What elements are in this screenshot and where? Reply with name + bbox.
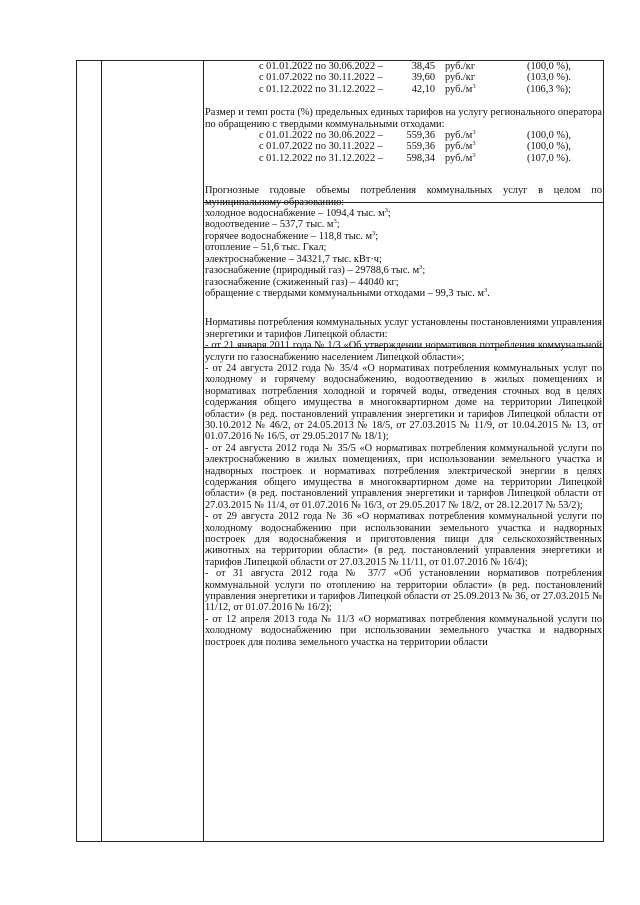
table-column-divider-1	[101, 61, 102, 841]
norms-heading: Нормативы потребления коммунальных услуг установлены постановлениями управления энергетики и тарифов Липецкой области:	[205, 317, 602, 340]
volume-line: обращение с твердыми коммунальными отходами – 99,3 тыс. $м^3$.	[205, 286, 490, 299]
norm-item: - от 24 августа 2012 года № 35/4 «О нормативах потребления коммунальных услуг по холодному и горячему водоснабжению, водоотведению в жилых помещениях и нормативах потребления холодной и горячей воды, отведения сточных вод в целях содержания общего имущества в многоквартирном доме на территории Липецкой области» (в ред. постановлений управления энергетики и тарифов Липецкой области от 30.10.2012 № 46/2, от 24.05.2013 № 18/5, от 27.03.2015 № 11/9, от 10.04.2015 № 13, от 01.07.2016 № 16/5, от 29.05.2017 № 18/1);	[205, 362, 602, 443]
norm-item: - от 24 августа 2012 года № 35/5 «О нормативах потребления коммунальной услуги по электроснабжению в жилых помещениях, при использовании земельного участка и надворных построек и нормативах потребления электрической энергии в целях содержания общего имущества в многоквартирном доме на территории Липецкой области» (в ред. постановлений управления энергетики и тарифов Липецкой области от 27.03.2015 № 11/4, от 01.07.2016 № 16/3, от 29.05.2017 № 18/2, от 28.12.2017 № 53/2);	[205, 442, 602, 511]
norm-item: - от 29 августа 2012 года № 36 «О нормативах потребления коммунальной услуги по холодному водоснабжению при использовании земельного участка и надворных построек для водоснабжения и приготовления пищи для сельскохозяйственных животных на территории области» (в ред. постановлений управления энергетики и тарифов Липецкой области от 27.03.2015 № 11/11, от 01.07.2016 № 16/4);	[205, 511, 602, 568]
volume-line: газоснабжение (природный газ) – 29788,6 тыс. $м^3$;	[205, 264, 426, 277]
table-border-right	[603, 61, 604, 841]
document-table	[76, 60, 604, 842]
volume-line: электроснабжение – 34321,7 тыс. кВт·ч;	[205, 253, 382, 265]
rate-row: с 01.01.2022 по 30.06.2022 – 38,45 руб./кг (100,0 %),	[259, 61, 571, 72]
volume-line: газоснабжение (сжиженный газ) – 44040 кг;	[205, 276, 399, 288]
norm-item: - от 31 августа 2012 года № 37/7 «Об установлении нормативов потребления коммунальной услуги по отоплению на территории области» (в ред. постановлений управления энергетики и тарифов Липецкой области от 25.09.2013 № 36, от 27.03.2015 № 11/12, от 01.07.2016 № 16/2);	[205, 568, 602, 614]
content-cell	[205, 61, 602, 648]
volume-line: холодное водоснабжение – 1094,4 тыс. $м^3$;	[205, 207, 391, 220]
volume-line: отопление – 51,6 тыс. Гкал;	[205, 242, 327, 254]
rates-block-b	[205, 130, 602, 164]
table-border-left	[76, 61, 77, 841]
regop-heading: Размер и темп роста (%) предельных единых тарифов на услугу регионального оператора по обращению с твердыми коммунальными отходами:	[205, 107, 602, 130]
rates-block-a	[205, 61, 602, 95]
rate-row: с 01.07.2022 по 30.11.2022 – 39,60 руб./кг (103,0 %).	[259, 72, 571, 84]
rate-row: с 01.12.2022 по 31.12.2022 – 598,34 $руб./м^3$ (107,0 %).	[259, 151, 571, 164]
norms-section	[205, 317, 602, 648]
rate-row: с 01.12.2022 по 31.12.2022 – 42,10 $руб./м^3$ (106,3 %);	[259, 82, 571, 95]
volumes-heading: Прогнозные годовые объемы потребления коммунальных услуг в целом по муниципальному образованию:	[205, 185, 602, 208]
volume-line: водоотведение – 537,7 тыс. $м^3$;	[205, 218, 340, 231]
rate-row: с 01.07.2022 по 30.11.2022 – 559,36 $руб./м^3$ (100,0 %),	[259, 140, 571, 153]
volumes-section	[205, 185, 602, 299]
rate-row: с 01.01.2022 по 30.06.2022 – 559,36 $руб./м^3$ (100,0 %),	[259, 129, 571, 142]
table-column-divider-2	[203, 61, 204, 841]
volume-line: горячее водоснабжение – 118,8 тыс. $м^3$;	[205, 229, 379, 242]
norm-item: - от 21 января 2011 года № 1/3 «Об утверждении нормативов потребления коммунальной услуги по газоснабжению населением Липецкой области»;	[205, 340, 602, 363]
norm-item: - от 12 апреля 2013 года № 11/3 «О нормативах потребления коммунальной услуги по холодному водоснабжению при использовании земельного участка и надворных построек для полива земельного участка на территории области	[205, 613, 602, 648]
